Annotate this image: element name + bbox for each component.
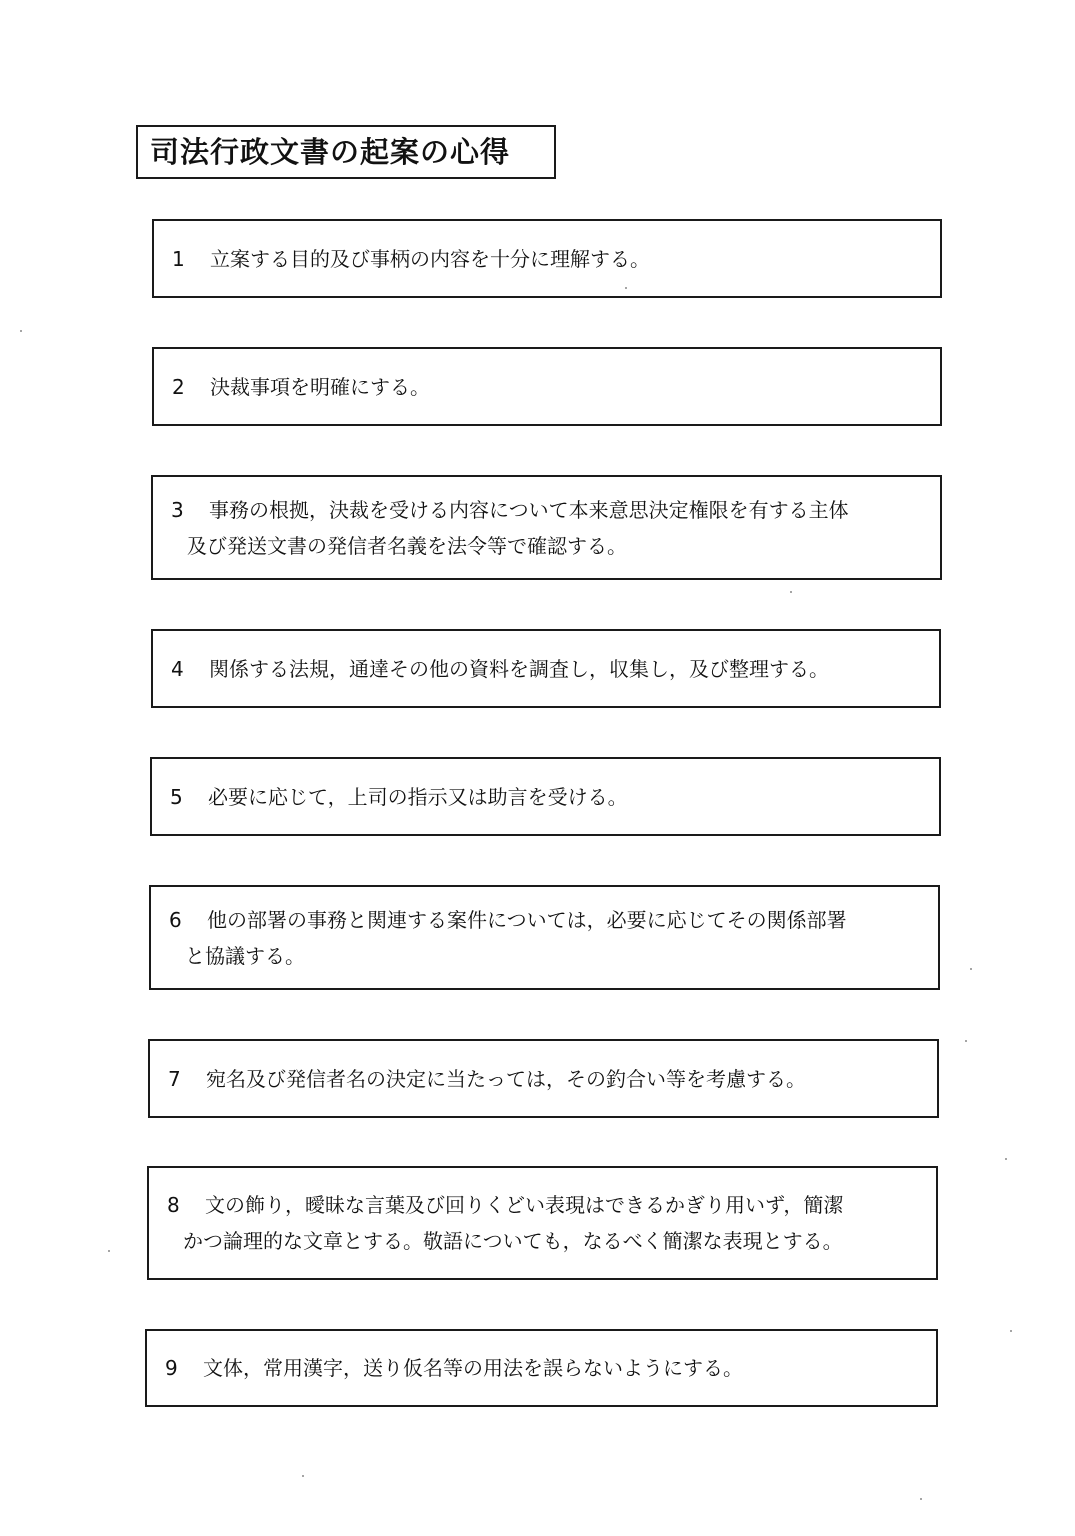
scan-speck [1005, 1158, 1007, 1160]
item-number: 2 [172, 374, 185, 399]
scan-speck [965, 1040, 967, 1042]
item-text-continued: かつ論理的な文章とする。敬語についても，なるべく簡潔な表現とする。 [183, 1229, 843, 1253]
guideline-item-2 [152, 347, 942, 426]
scan-speck [625, 287, 627, 289]
item-number: 8 [167, 1193, 180, 1217]
guideline-item-3 [151, 475, 942, 580]
item-text-continued: と協議する。 [185, 943, 305, 968]
item-number: 1 [172, 246, 185, 271]
guideline-item-9 [145, 1329, 938, 1407]
item-text: 関係する法規，通達その他の資料を調査し，収集し，及び整理する。 [209, 656, 829, 681]
scan-speck [790, 591, 792, 593]
item-text: 文体，常用漢字，送り仮名等の用法を誤らないようにする。 [203, 1356, 743, 1380]
page-title: 司法行政文書の起案の心得 [136, 125, 556, 179]
item-text: 立案する目的及び事柄の内容を十分に理解する。 [210, 246, 650, 271]
guideline-item-5 [150, 757, 941, 836]
item-text: 文の飾り，曖昧な言葉及び回りくどい表現はできるかぎり用いず，簡潔 [205, 1193, 844, 1217]
item-number: 7 [168, 1066, 181, 1091]
item-text: 宛名及び発信者名の決定に当たっては，その釣合い等を考慮する。 [206, 1066, 806, 1091]
scan-speck [108, 1250, 110, 1252]
item-number: 5 [170, 784, 183, 809]
guideline-item-1 [152, 219, 942, 298]
scan-speck [302, 1475, 304, 1477]
item-text: 事務の根拠，決裁を受ける内容について本来意思決定権限を有する主体 [209, 497, 849, 522]
item-text: 必要に応じて，上司の指示又は助言を受ける。 [208, 784, 628, 809]
item-number: 4 [171, 656, 184, 681]
guideline-item-7 [148, 1039, 939, 1118]
scan-speck [1010, 1330, 1012, 1332]
item-number: 9 [165, 1356, 178, 1380]
guideline-item-4 [151, 629, 941, 708]
guideline-item-8 [147, 1166, 938, 1280]
item-number: 3 [171, 497, 184, 522]
scan-speck [920, 1498, 922, 1500]
item-text-continued: 及び発送文書の発信者名義を法令等で確認する。 [187, 533, 627, 558]
scan-speck [20, 330, 22, 332]
item-text: 決裁事項を明確にする。 [210, 374, 430, 399]
scan-speck [970, 968, 972, 970]
guideline-item-6 [149, 885, 940, 990]
item-number: 6 [169, 907, 182, 932]
item-text: 他の部署の事務と関連する案件については，必要に応じてその関係部署 [207, 907, 847, 932]
